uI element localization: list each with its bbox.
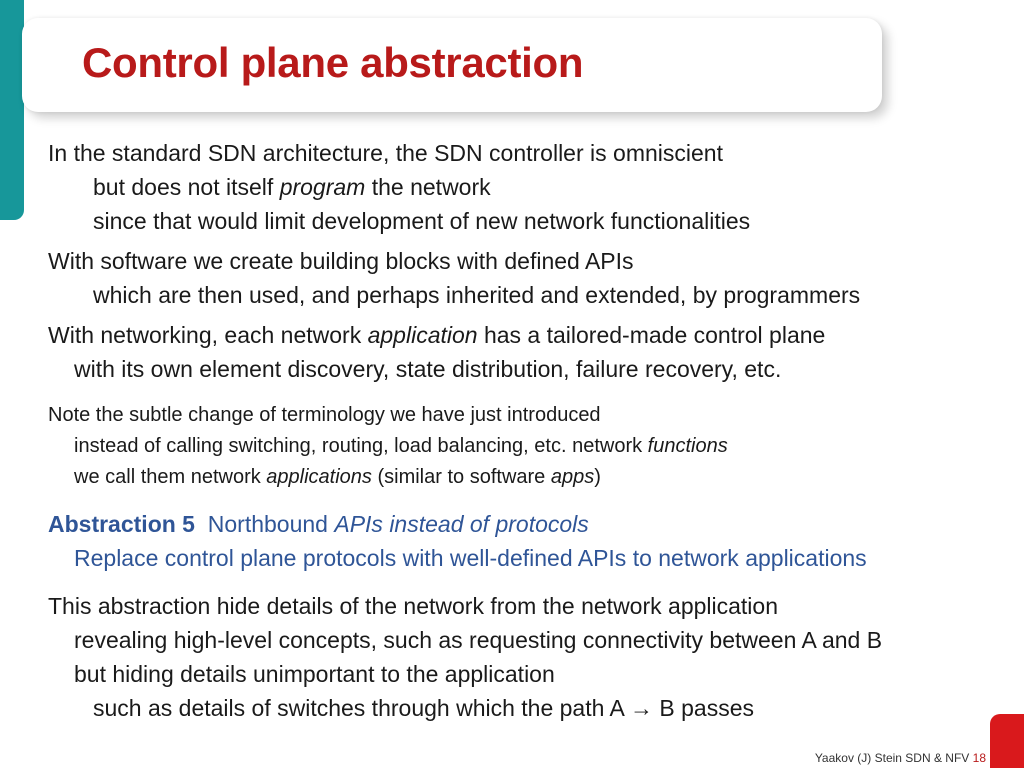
paragraph-2 <box>48 244 1008 312</box>
p5-line-1: This abstraction hide details of the network from the network application <box>48 593 778 619</box>
corner-accent <box>990 714 1024 768</box>
p2-line-2: which are then used, and perhaps inherited and extended, by programmers <box>93 282 861 308</box>
left-accent-bar <box>0 0 24 220</box>
p3-line-1-em: application <box>367 322 478 348</box>
p5-line-2: revealing high-level concepts, such as requesting connectivity between A and B <box>74 627 883 653</box>
slide-title: Control plane abstraction <box>82 39 584 86</box>
paragraph-1 <box>48 136 1008 238</box>
note-line-3-em2: apps <box>550 466 595 488</box>
note-paragraph <box>48 400 1008 493</box>
p1-line-1: In the standard SDN architecture, the SDN controller is omniscient <box>48 140 723 166</box>
p3-line-1-a: With networking, each network <box>48 322 368 348</box>
p5-line-4: such as details of switches through which the path A → B passes <box>93 695 754 721</box>
paragraph-3 <box>48 318 1008 386</box>
note-line-3-c: ) <box>594 466 601 488</box>
note-line-1: Note the subtle change of terminology we have just introduced <box>48 404 601 426</box>
slide-body <box>48 136 1008 725</box>
abstraction-sep <box>195 511 208 537</box>
abstraction-text-a: Northbound <box>207 511 335 537</box>
p1-line-2-b: the network <box>365 174 491 200</box>
abstraction-line-2: Replace control plane protocols with well-defined APIs to network applications <box>74 545 867 571</box>
page-number: 18 <box>972 751 986 765</box>
p1-line-2 <box>48 170 1008 204</box>
note-line-2 <box>48 431 1008 462</box>
p1-line-2-a: but does not itself <box>93 174 280 200</box>
slide-footer <box>815 751 986 765</box>
p3-line-2: with its own element discovery, state distribution, failure recovery, etc. <box>74 356 782 382</box>
abstraction-5 <box>48 507 1008 575</box>
p1-line-2-em: program <box>279 174 366 200</box>
note-line-3-em: applications <box>266 466 372 488</box>
note-line-2-a: instead of calling switching, routing, load balancing, etc. network <box>74 435 648 457</box>
p5-line-3: but hiding details unimportant to the application <box>74 661 555 687</box>
paragraph-5 <box>48 589 1008 725</box>
p1-line-3: since that would limit development of new network functionalities <box>93 208 751 234</box>
p3-line-1 <box>48 318 1008 352</box>
footer-author: Yaakov (J) Stein SDN & NFV <box>814 751 973 765</box>
abstraction-line-1 <box>48 507 1008 541</box>
abstraction-text-em: APIs instead of protocols <box>334 511 589 537</box>
note-line-2-em: functions <box>647 435 728 457</box>
note-line-3-a: we call them network <box>74 466 267 488</box>
p2-line-1: With software we create building blocks with defined APIs <box>48 248 634 274</box>
abstraction-label: Abstraction 5 <box>48 511 195 537</box>
p3-line-1-b: has a tailored-made control plane <box>477 322 826 348</box>
note-line-3 <box>48 462 1008 493</box>
note-line-3-b: (similar to software <box>371 466 551 488</box>
